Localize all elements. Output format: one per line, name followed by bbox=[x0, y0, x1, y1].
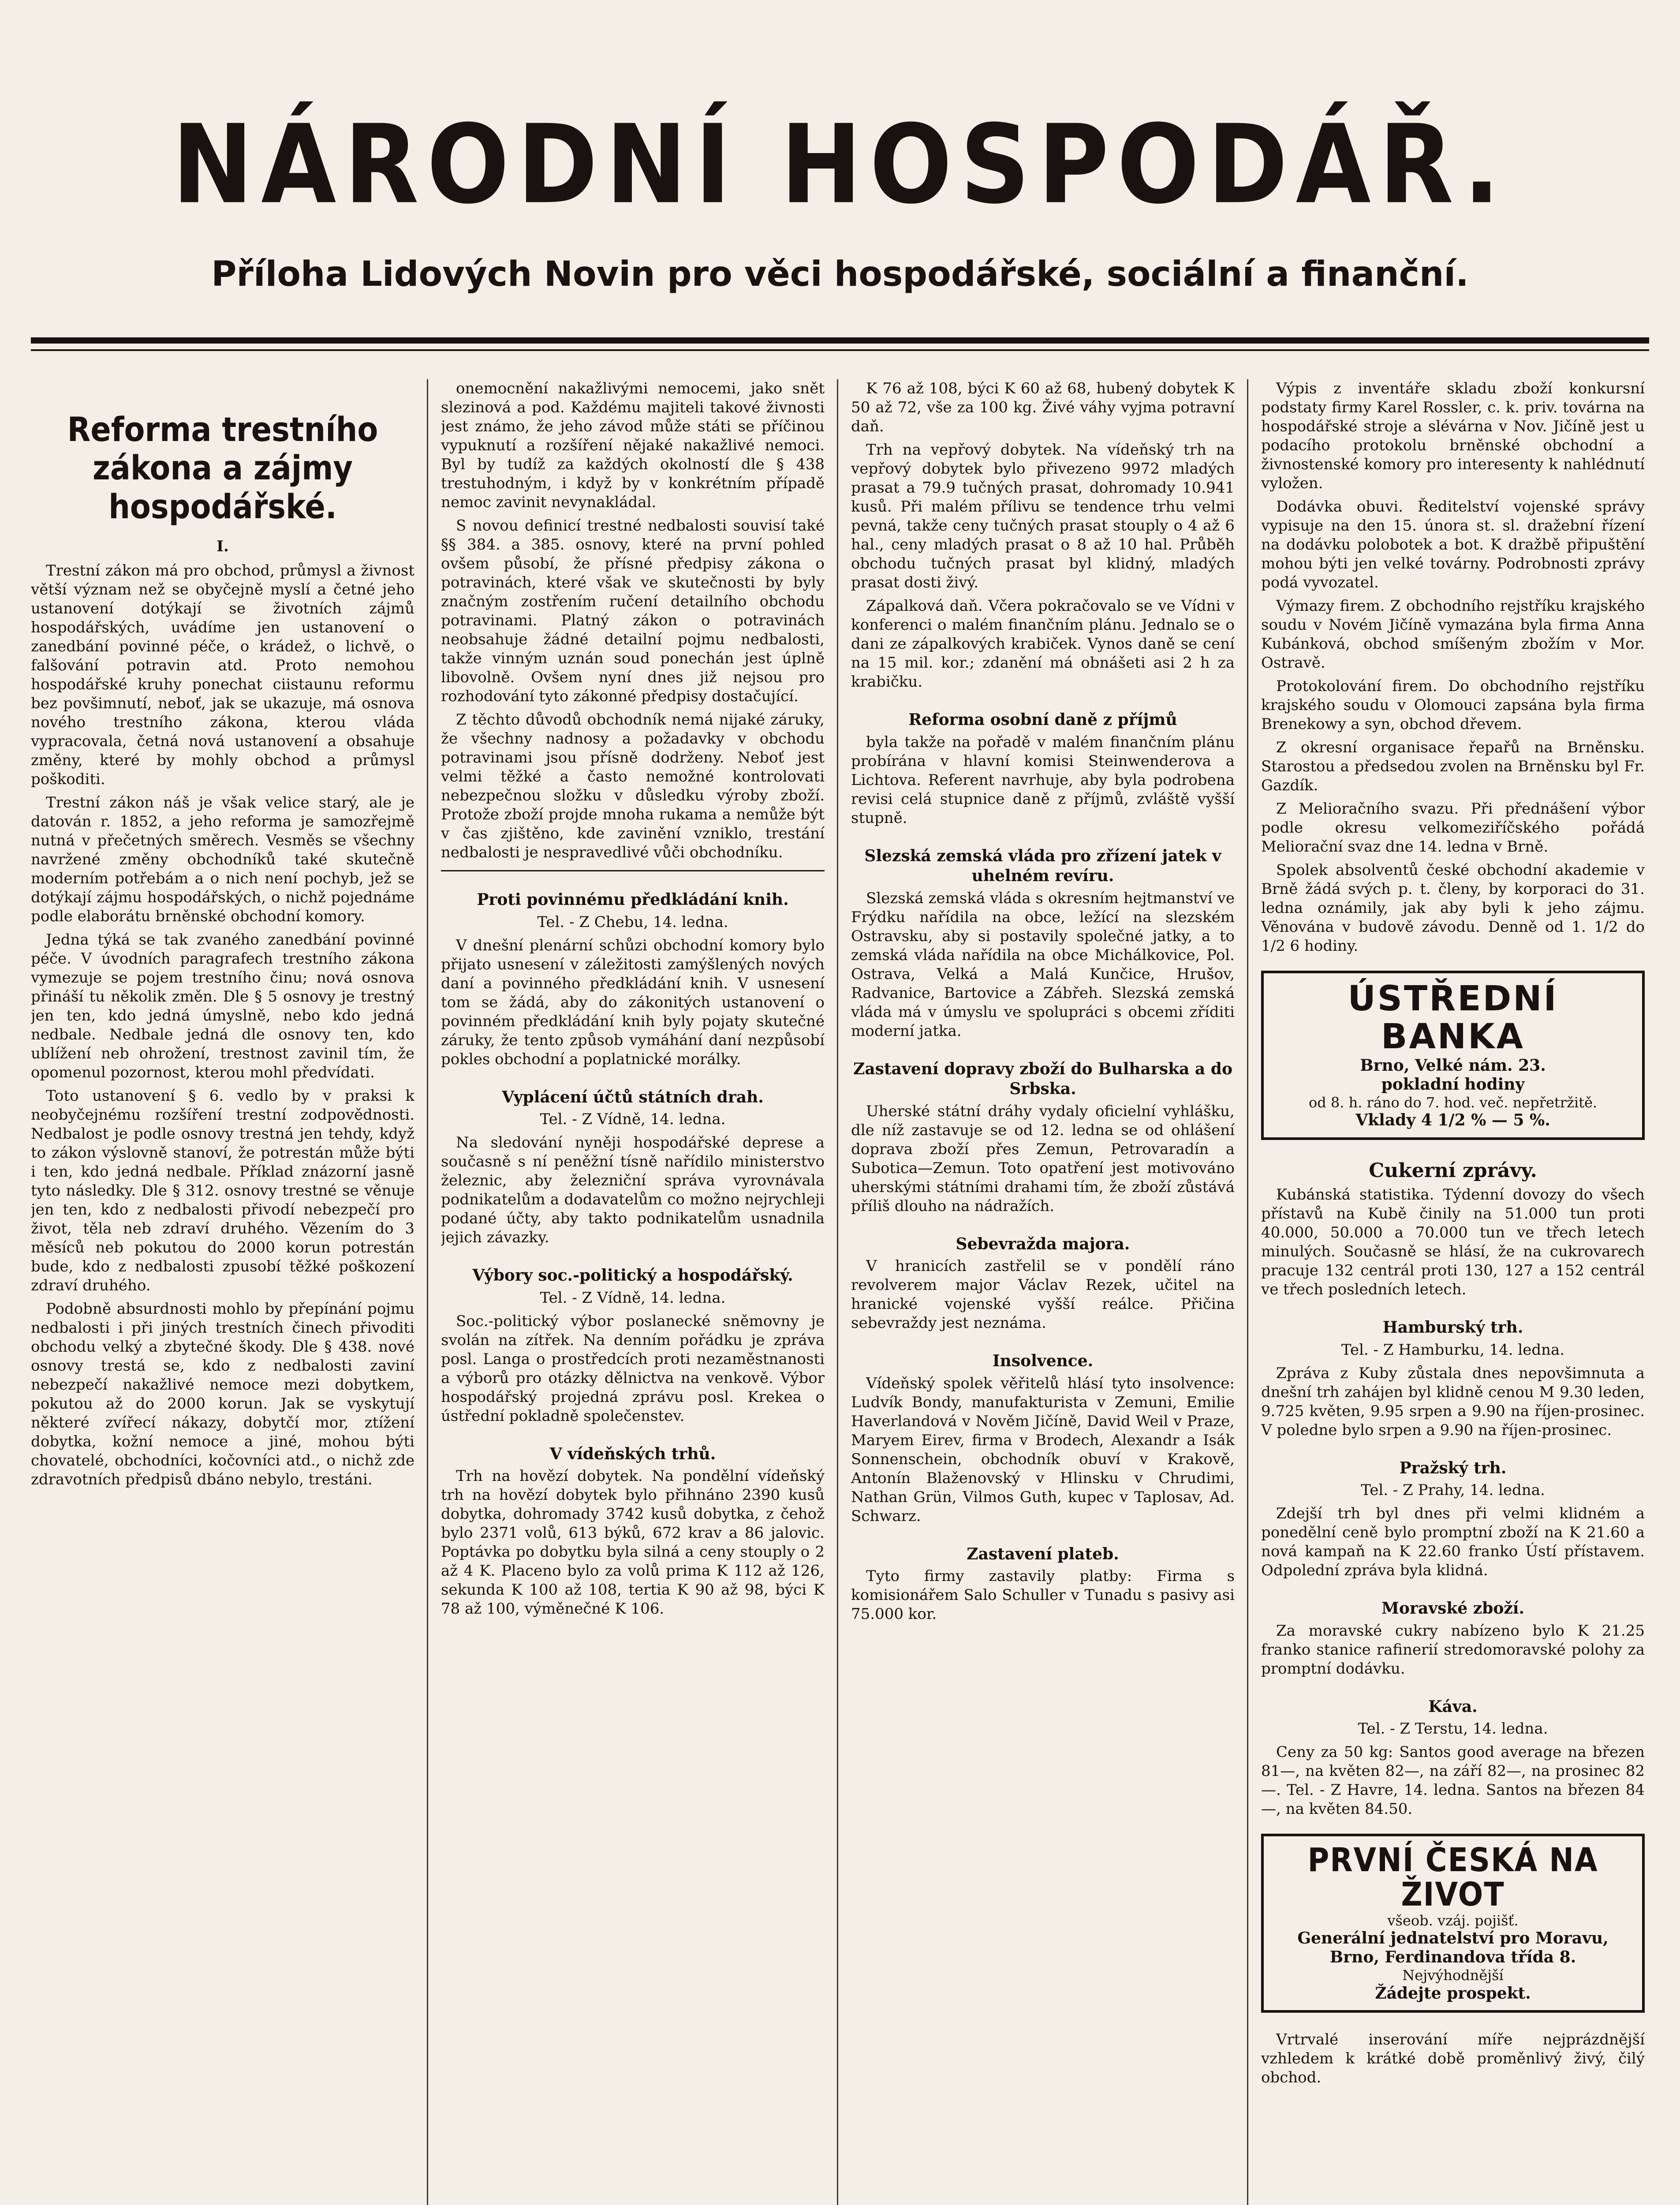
article-paragraph: Z těchto důvodů obchodník nemá nijaké záruky, že všechny nadnosy a požadavky v obchodu potravinami jsou přísně dodrženy. Neboť jest velmi těžké a často nemožné kontrolovati nebezpečnou složku v důsledku výroby zboží. Protože zboží projde mnoha rukama a nemůže být v čas zjištěno, kde zavinění vzniklo, trestání nedbalosti je nespravedlivé vůči obchodníku. bbox=[441, 711, 825, 861]
article-paragraph: Z okresní organisace řepařů na Brněnsku. Starostou a předsedou zvolen na Brněnsku byl Fr. Gazdík. bbox=[1261, 739, 1645, 794]
notice-paragraph: Spolek absolventů české obchodní akademie v Brně žádá svých p. t. členy, by korporaci do 31. ledna oznámily, jak aby byli k jeho zájmu. Věnována v budově závodu. Denně od 1. 1/2 do 1/2 6 hodiny. bbox=[1261, 861, 1645, 955]
section-text: byla takže na pořadě v malém finančním plánu probírána v hlavní komisi Steinwenderova a Lichtova. Referent navrhuje, aby byla podrobena revisi celá stupnice daně z příjmů, zvláště vyšší stupně. bbox=[851, 733, 1235, 827]
article-paragraph: Trestní zákon náš je však velice starý, ale je datován r. 1852, a jeho reforma je samozřejmě nutná v přečetných směrech. Vesměs se všechny navržené změny obchodníků také skutečně moderním potřebám a o nich není pochyb, jež se dotýkají zájmu hospodářských, o nichž pojednáme podle elaborátu brněnské obchodní komory. bbox=[31, 794, 414, 926]
section-title: Proti povinnému předkládání knih. bbox=[477, 890, 789, 909]
masthead-subtitle: Příloha Lidových Novin pro věci hospodářské, sociální a finanční. bbox=[211, 254, 1469, 294]
section-title: Insolvence. bbox=[992, 1352, 1094, 1371]
insurance-ad-subtitle: všeob. vzáj. pojišť. bbox=[1387, 1912, 1519, 1929]
section-title: Sebevražda majora. bbox=[956, 1234, 1130, 1253]
masthead-rule-thick bbox=[31, 337, 1649, 344]
bank-ad-title: ÚSTŘEDNÍ BANKA bbox=[1348, 979, 1558, 1057]
bank-ad-rates: Vklady 4 1/2 % — 5 %. bbox=[1355, 1111, 1550, 1130]
market-title: Káva. bbox=[1428, 1697, 1478, 1716]
market-title: Moravské zboží. bbox=[1381, 1599, 1524, 1618]
bank-ad-hours: od 8. h. ráno do 7. hod. več. nepřetržitě. bbox=[1308, 1094, 1598, 1111]
dateline: Tel. - Z Terstu, 14. ledna. bbox=[1358, 1720, 1548, 1738]
section-title: Vyplácení účtů státních drah. bbox=[502, 1088, 764, 1106]
bank-advertisement bbox=[1261, 971, 1645, 1140]
column-3 bbox=[851, 379, 1235, 2205]
section-text: Trh na hovězí dobytek. Na pondělní vídeňský trh na hovězí dobytek bylo přihnáno 2390 kusů dobytka, dohromady 3742 kusů dobytka, z čehož bylo 2371 volů, 613 býků, 672 krav a 86 jalovic. Poptávka po dobytku byla silná a ceny stouply o 2 až 4 K. Placeno bylo za volů prima K 112 až 126, sekunda K 100 až 108, tertia K 90 až 98, býci K 78 až 100, výměnečné K 106. bbox=[441, 1467, 825, 1618]
closing-notice: Vrtrvalé inserování míře nejprázdnější vzhledem k krátké době proměnlivý živý, čilý obchod. bbox=[1261, 2031, 1645, 2087]
insurance-ad-title: PRVNÍ ČESKÁ NA ŽIVOT bbox=[1307, 1841, 1598, 1914]
dateline: Tel. - Z Vídně, 14. ledna. bbox=[540, 1289, 726, 1307]
sugar-news-text: Kubánská statistika. Týdenní dovozy do všech přístavů na Kubě činily na 51.000 tun proti 40.000, 50.000 a 70.000 tun ve třech letech minulých. Současně se hlásí, že na cukrovarech pracuje 132 centrál proti 130, 127 a 152 centrál ve třech posledních letech. bbox=[1261, 1186, 1645, 1299]
article-paragraph: Výmazy firem. Z obchodního rejstříku krajského soudu v Novém Jičíně vymazána byla firma Anna Kubánková, obchod smíšeným zbožím v Mor. Ostravě. bbox=[1261, 597, 1645, 672]
article-headline: Reforma trestního zákona a zájmy hospodářské. bbox=[67, 410, 378, 526]
article-paragraph: Protokolování firem. Do obchodního rejstříku krajského soudu v Olomouci zapsána byla firma Brenekowy a syn, obchod dřevem. bbox=[1261, 677, 1645, 733]
dateline: Tel. - Z Prahy, 14. ledna. bbox=[1361, 1481, 1545, 1499]
article-paragraph: Trh na vepřový dobytek. Na vídeňský trh na vepřový dobytek bylo přivezeno 9972 mladých prasat a 79.9 tučných prasat, dohromady 10.941 kusů. Při malém přílivu se tendence trhu velmi pevná, takže ceny tučných prasat stouply o 4 až 6 hal., ceny mladých prasat o 8 až 10 hal. Průběh obchodu tučných prasat byl klidný, mladých prasat dosti živý. bbox=[851, 441, 1235, 591]
market-text: Ceny za 50 kg: Santos good average na březen 81—, na květen 82—, na září 82—, na prosinec 82—. Tel. - Z Havre, 14. ledna. Santos na březen 84—, na květen 84.50. bbox=[1261, 1743, 1645, 1818]
masthead-title: NÁRODNÍ HOSPODÁŘ. bbox=[172, 101, 1508, 228]
market-text: Zpráva z Kuby zůstala dnes nepovšimnuta a dnešní trh zahájen byl klidně cenou M 9.30 leden, 9.725 květen, 9.95 srpen a 9.90 na říjen-prosinec. V poledne bylo srpen a 9.90 na říjen-prosinec. bbox=[1261, 1364, 1645, 1439]
insurance-ad-tagline: Nejvýhodnější bbox=[1402, 1967, 1504, 1984]
section-title: Zastavení plateb. bbox=[967, 1544, 1119, 1563]
market-title: Hamburský trh. bbox=[1382, 1318, 1523, 1337]
section-title: Zastavení dopravy zboží do Bulharska a do Srbska. bbox=[853, 1059, 1232, 1099]
article-paragraph: S novou definicí trestné nedbalosti souvisí také §§ 384. a 385. osnovy, které na první pohled ovšem působí, že přísné předpisy zákona o potravinách, které však ve skutečnosti by byly značným zostřením ručení detailního obchodu potravinami. Platný zákon o potravinách neobsahuje žádné detailní pojmu nedbalosti, takže vinným uznán soud ponechán jest úplně libovolně. Ovšem nyní dnes již nejsou pro rozhodování tyto zákonné předpisy dostačující. bbox=[441, 517, 825, 705]
column-divider bbox=[1247, 379, 1248, 2205]
column-divider bbox=[427, 379, 428, 2205]
sugar-news-title: Cukerní zprávy. bbox=[1369, 1159, 1537, 1182]
article-paragraph: Zápalková daň. Včera pokračovalo se ve Vídni v konferenci o malém finančním plánu. Jednalo se o dani ze zápalkových krabiček. Vynos daně se cení na 15 mil. kor.; zdanění má obnášeti asi 2 h za krabičku. bbox=[851, 597, 1235, 691]
dateline: Tel. - Z Vídně, 14. ledna. bbox=[540, 1110, 726, 1129]
section-text: V dnešní plenární schůzi obchodní komory bylo přijato usnesení v záležitosti zamýšlených nových daní a povinného předkládání knih. V usnesení tom se žádá, aby do zákonitých ustanovení o povinném předkládání knih byly pojaty skutečné záruky, že tento způsob vymáhání daní nezpůsobí pokles obchodní a poplatnické morálky. bbox=[441, 936, 825, 1068]
article-paragraph: Z Melioračního svazu. Při přednášení výbor podle okresu velkomeziříčského pořádá Meliorační svaz dne 14. ledna v Brně. bbox=[1261, 800, 1645, 856]
article-paragraph: Podobně absurdnosti mohlo by přepínání pojmu nedbalosti i při jiných trestních činech přivoditi obchodu velký a zbytečné škody. Dle § 438. nové osnovy trestá se, kdo z nedbalosti zaviní nebezpečí nakažlivé nemoce mezi dobytkem, pokutou až do 2000 korun. Jak se vyskytují některé zvířecí nákazy, dobytčí mor, ztížení dobytka, kožní nemoce a jiné, mohou býti chovatelé, obchodníci, kočovníci atd., o nichž zde zdravotních předpisů dbáno nebylo, trestáni. bbox=[31, 1300, 414, 1489]
market-text: Za moravské cukry nabízeno bylo K 21.25 franko stanice rafinerií stredomoravské polohy za promptní dodávku. bbox=[1261, 1622, 1645, 1678]
dateline: Tel. - Z Hamburku, 14. ledna. bbox=[1341, 1341, 1565, 1359]
insurance-ad-agency: Generální jednatelství pro Moravu, bbox=[1297, 1929, 1609, 1948]
column-4 bbox=[1261, 379, 1645, 2205]
section-title: V vídeňských trhů. bbox=[549, 1444, 716, 1463]
section-text: Slezská zemská vláda s okresním hejtmanství ve Frýdku nařídila na obce, ležící na slezském Ostravsku, aby si postavily společné jatky, a to zemská vláda nařídila na obce Michálkovice, Pol. Ostrava, Velká a Malá Kunčice, Hrušov, Radvanice, Bartovice a Zábřeh. Slezská zemská vláda má v úmyslu ve spolupráci s obcemi zříditi moderní jatka. bbox=[851, 889, 1235, 1040]
article-paragraph: Výpis z inventáře skladu zboží konkursní podstaty firmy Karel Rossler, c. k. priv. továrna na hospodářské stroje a slévárna v Nov. Jičíně jest u podacího protokolu brněnské obchodní a živnostenské komory pro interesenty k nahlédnutí vyložen. bbox=[1261, 380, 1645, 492]
section-rule bbox=[441, 870, 825, 871]
section-number: I. bbox=[217, 538, 229, 556]
masthead-rule-thin bbox=[31, 349, 1649, 351]
section-title: Reforma osobní daně z příjmů bbox=[908, 710, 1177, 729]
article-paragraph: Dodávka obuvi. Ředitelství vojenské správy vypisuje na den 15. února st. sl. dražební řízení na dodávku polobotek a bot. K dražbě připuštění mohou býti jen velké továrny. Podrobnosti zprávy podá vyvozatel. bbox=[1261, 498, 1645, 591]
market-title: Pražský trh. bbox=[1399, 1458, 1507, 1477]
newspaper-page bbox=[31, 31, 1649, 2205]
section-text: Na sledování nyněji hospodářské deprese a současně s ní peněžní tísně nařídilo ministerstvo železnic, aby železniční správa vyrovnávala podnikatelům a dodavatelům co možno nejrychleji podané účty, aby takto podnikatelům usnadnila jejich závazky. bbox=[441, 1134, 825, 1247]
market-text: Zdejší trh byl dnes při velmi klidném a ponedělní ceně bylo promptní zboží na K 21.60 a nová kampaň na K 22.60 franko Ústí přístavem. Odpolední zpráva byla klidná. bbox=[1261, 1505, 1645, 1580]
insurance-advertisement bbox=[1261, 1834, 1645, 2013]
section-title: Slezská zemská vláda pro zřízení jatek v uhelném revíru. bbox=[864, 846, 1221, 886]
bank-ad-hours-label: pokladní hodiny bbox=[1381, 1075, 1525, 1094]
insurance-ad-address: Brno, Ferdinandova třída 8. bbox=[1329, 1948, 1576, 1967]
article-paragraph: K 76 až 108, býci K 60 až 68, hubený dobytek K 50 až 72, vše za 100 kg. Živé váhy vyjma potravní daň. bbox=[851, 380, 1235, 435]
article-paragraph: Toto ustanovení § 6. vedlo by v praksi k neobyčejnému rozšíření trestní zodpovědnosti. Nedbalost je podle osnovy trestná jen tehdy, když to zákon výslovně stanoví, že potrestán může býti i ten, kdo jedná nedbale. Příklad znázorní jasně tyto následky. Dle § 312. osnovy trestné se věnuje jen ten, kdo z nedbalosti přivodí nebezpečí pro život, těla neb zdraví druhého. Vězením do 3 měsíců neb pokutou do 2000 korun potrestán bude, kdo z nedbalosti zpusobí těžké poškození zdraví druhého. bbox=[31, 1087, 414, 1295]
section-text: Soc.-politický výbor poslanecké sněmovny je svolán na zítřek. Na denním pořádku je zpráva posl. Langa o prostředcích proti nezaměstnanosti a výborů pro otázky dělnictva na venkově. Výbor hospodářský projedná zprávu posl. Krekea o ústřední pokladně společenstev. bbox=[441, 1312, 825, 1425]
section-title: Výbory soc.-politický a hospodářský. bbox=[472, 1266, 793, 1285]
column-2 bbox=[441, 379, 825, 2205]
section-text: Uherské státní dráhy vydaly oficielní vyhlášku, dle níž zastavuje se od 12. ledna se od ohlášení doprava zboží přes Zemun, Petrovaradín a Subotica—Zemun. Toto opatření jest motivováno uherskými státními drahami tím, že zboží zůstává příliš dlouho na nádražích. bbox=[851, 1102, 1235, 1215]
section-text: Vídeňský spolek věřitelů hlásí tyto insolvence: Ludvík Bondy, manufakturista v Zemuni, Emilie Haverlandová v Nověm Jičíně, David Weil v Praze, Maryem Eirev, firma v Brodech, Alexandr a Isák Sonnenschein, obchodník obuví v Krakově, Antonín Blaženovský v Hlinsku v Chrudimi, Nathan Grün, Vilmos Guth, kupec v Taplosav, Ad. Schwarz. bbox=[851, 1374, 1235, 1525]
column-divider bbox=[837, 379, 838, 2205]
article-paragraph: Jedna týká se tak zvaného zanedbání povinné péče. V úvodních paragrafech trestního zákona vymezuje se pojem trestního činu; nová osnova přináší tu několik změn. Dle § 5 osnovy je trestný jen ten, kdo jedná úmyslně, nebo kdo jedná nedbale. Nedbale jedná dle osnovy ten, kdo ublížení neb ohrožení, trestnost zavinil tím, že opomenul pozornost, kterou mohl předvídati. bbox=[31, 931, 414, 1082]
section-text: V hranicích zastřelil se v pondělí ráno revolverem major Václav Rezek, učitel na hranické vojenské vyšší reálce. Přičina sebevraždy jest neznáma. bbox=[851, 1257, 1235, 1332]
section-text: Tyto firmy zastavily platby: Firma s komisionářem Salo Schuller v Tunadu s pasivy asi 75.000 kor. bbox=[851, 1567, 1235, 1623]
article-paragraph: Trestní zákon má pro obchod, průmysl a živnost větší význam než se obyčejně myslí a četné jeho ustanovení dotýkají se životních zájmů hospodářských, uvádíme jen ustanovení o zanedbání povinné péče, o krádež, o lichvě, o falšování potravin atd. Proto nemohou hospodářské kruhy ponechat ciistaunu reformu bez povšimnutí, neboť, jak se ukazuje, má osnova nového trestního zákona, kterou vláda vypracovala, četná nová ustanovení a obsahuje změny, které by mohly obchod a průmysl poškoditi. bbox=[31, 562, 414, 789]
insurance-ad-prospect: Žádejte prospekt. bbox=[1375, 1984, 1531, 2003]
column-1 bbox=[31, 379, 414, 2205]
bank-ad-address: Brno, Velké nám. 23. bbox=[1360, 1056, 1546, 1075]
dateline: Tel. - Z Chebu, 14. ledna. bbox=[537, 913, 728, 931]
article-paragraph: onemocnění nakažlivými nemocemi, jako snět slezinová a pod. Každému majiteli takové živnosti jest známo, že jeho závod může státi se příčinou vypuknutí a rozšíření nějaké nakažlivé nemoci. Byl by tudíž za každých okolností dle § 438 trestuhodným, i když by v konkrétním případě nemoc zavinit nevynakládal. bbox=[441, 380, 825, 511]
